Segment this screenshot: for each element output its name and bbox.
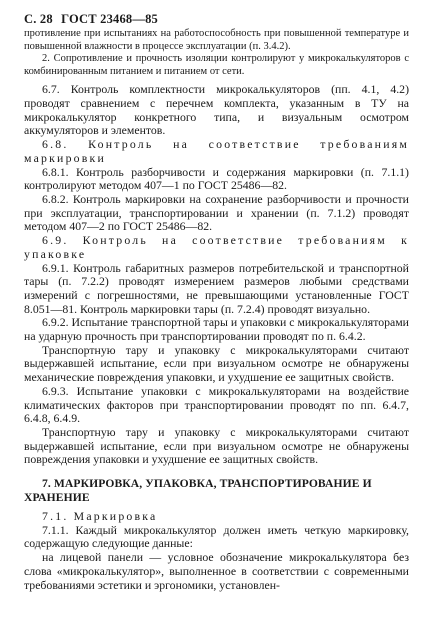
main-text bbox=[24, 83, 409, 467]
clause-6-7: 6.7. Контроль комплектности микрокалькуляторов (пп. 4.1, 4.2) проводят сравнением с перечнем комплекта, указанным в ТУ на микрокалькулятор конкретного типа, и визуальным осмотром аккумуляторов и элементов. bbox=[24, 82, 409, 138]
footnote-continuation: противление при испытаниях на работоспособность при повышенной температуре и повышенной влажности в процессе эксплуатации (п. 3.4.2). bbox=[24, 28, 409, 52]
page-header bbox=[24, 10, 409, 28]
section-7-heading: 7. МАРКИРОВКА, УПАКОВКА, ТРАНСПОРТИРОВАНИЕ И ХРАНЕНИЕ bbox=[24, 477, 372, 505]
footnote-block bbox=[24, 28, 409, 78]
clause-6-9-1: 6.9.1. Контроль габаритных размеров потребительской и транспортной тары (п. 7.2.2) проводят измерением размеров любыми средствами измерений с погрешностями, не превышающими установленные ГОСТ 8.051—81. Контроль маркировки тары (п. 7.2.4) проводят визуально. bbox=[24, 260, 409, 316]
document-code: ГОСТ 23468—85 bbox=[61, 12, 158, 26]
clause-6-9-3: 6.9.3. Испытание упаковки с микрокалькуляторами на воздействие климатических факторов при транспортировании проводят по пп. 6.4.7, 6.4.8, 6.4.9. bbox=[24, 383, 409, 426]
clause-6-8-2: 6.8.2. Контроль маркировки на сохранение разборчивости и прочности при эксплуатации, транспортировании и хранении (п. 7.1.2) проводят методом 407—2 по ГОСТ 25486—82. bbox=[24, 192, 409, 234]
clause-7-1-1-front-panel: на лицевой панели — условное обозначение микрокалькулятора без слова «микрокалькулятор», выполненное в соответствии с современными требованиями эстетики и эргономики, установлен- bbox=[24, 550, 409, 592]
main-text-section-7 bbox=[24, 510, 409, 592]
clause-6-9-3-result: Транспортную тару и упаковку с микрокалькуляторами считают выдержавшей испытание, если при визуальном осмотре не обнаружены повреждения упаковки и ухудшение ее защитных свойств. bbox=[24, 424, 409, 467]
clause-7-1-1: 7.1.1. Каждый микрокалькулятор должен иметь четкую маркировку, содержащую следующие данные: bbox=[24, 522, 409, 551]
page-number: С. 28 bbox=[24, 12, 53, 26]
clause-7-1-heading: 7.1. Маркировка bbox=[42, 509, 158, 524]
clause-6-8-heading: 6.8. Контроль на соответствие требованиям маркировки bbox=[24, 137, 409, 165]
clause-6-9-2-result: Транспортную тару и упаковку с микрокалькуляторами считают выдержавшей испытание, если при визуальном осмотре не обнаружены механические повреждения упаковки, и ухудшение ее защитных свойств. bbox=[24, 342, 409, 385]
clause-6-8-1: 6.8.1. Контроль разборчивости и содержания маркировки (п. 7.1.1) контролируют методом 407—1 по ГОСТ 25486—82. bbox=[24, 164, 409, 193]
footnote-note-2: 2. Сопротивление и прочность изоляции контролируют у микрокалькуляторов с комбинированным питанием и питанием от сети. bbox=[24, 53, 409, 77]
clause-6-9-2: 6.9.2. Испытание транспортной тары и упаковки с микрокалькуляторами на ударную прочность при транспортировании проводят по п. 6.4.2. bbox=[24, 315, 409, 344]
clause-6-9-heading: 6.9. Контроль на соответствие требованиям к упаковке bbox=[24, 233, 409, 261]
